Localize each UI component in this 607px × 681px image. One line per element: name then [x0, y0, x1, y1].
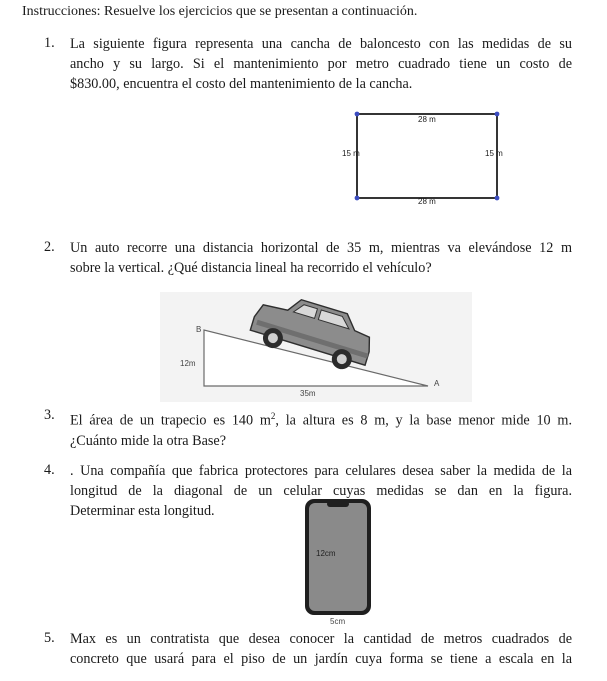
- court-corner-tl: [355, 112, 360, 117]
- exercise-4-number: 4.: [44, 462, 55, 478]
- exercise-4-line-1: . Una compañía que fabrica protectores para celulares desea saber la medida de la: [70, 463, 572, 479]
- exercise-2-number: 2.: [44, 239, 55, 255]
- exercise-4-line-2: longitud de la diagonal de un celular cuyas medidas se dan en la figura.: [70, 483, 572, 499]
- court-figure: [330, 108, 520, 216]
- court-top-label: 28 m: [418, 115, 436, 124]
- ramp-base-label: 35m: [300, 389, 316, 398]
- exercise-1-number: 1.: [44, 35, 55, 51]
- exercise-3-number: 3.: [44, 407, 55, 423]
- phone-height-label: 12cm: [316, 549, 336, 558]
- exercise-1-line-1: La siguiente figura representa una cancha de baloncesto con las medidas de su: [70, 36, 572, 52]
- exercise-5-text: [70, 629, 572, 669]
- exercise-3-line-1-sup: 2: [270, 411, 276, 421]
- phone-notch: [327, 501, 349, 507]
- exercise-1-line-3: $830.00, encuentra el costo del mantenimiento de la cancha.: [70, 76, 413, 92]
- ramp-height-label: 12m: [180, 359, 196, 368]
- exercise-2-line-1: Un auto recorre una distancia horizontal de 35 m, mientras va elevándose 12 m: [70, 240, 572, 256]
- exercise-2-line-2: sobre la vertical. ¿Qué distancia lineal ha recorrido el vehículo?: [70, 260, 432, 276]
- exercise-5-line-2: concreto que usará para el piso de un jardín cuya forma se tiene a escala en la: [70, 651, 572, 667]
- phone-width-label: 5cm: [330, 617, 346, 626]
- court-left-label: 15 m: [342, 149, 360, 158]
- exercise-3-line-1-part-a: El área de un trapecio es 140 m: [70, 412, 271, 429]
- phone-figure: [303, 497, 373, 627]
- exercise-4-line-3: Determinar esta longitud.: [70, 503, 215, 519]
- phone-diagram: [303, 497, 373, 617]
- ramp-point-a-label: A: [434, 379, 440, 388]
- exercise-1-text: [70, 34, 572, 94]
- exercise-1-line-2: ancho y su largo. Si el mantenimiento por metro cuadrado tiene un costo de: [70, 56, 572, 72]
- exercise-5-number: 5.: [44, 630, 55, 646]
- car-ramp-figure: [160, 292, 472, 402]
- court-right-label: 15 m: [485, 149, 503, 158]
- court-corner-br: [495, 196, 500, 201]
- court-corner-bl: [355, 196, 360, 201]
- car-ramp-diagram: [160, 292, 472, 402]
- court-corner-tr: [495, 112, 500, 117]
- ramp-point-b-label: B: [196, 325, 202, 334]
- exercise-3-line-1-part-b: , la altura es 8 m, y la base menor mide 10 m.: [275, 412, 572, 429]
- exercise-2-text: [70, 238, 572, 278]
- court-rectangle: [357, 114, 497, 198]
- exercise-3-line-2: ¿Cuánto mide la otra Base?: [70, 432, 227, 449]
- exercise-3-line-1: [70, 406, 572, 431]
- instructions-text: Instrucciones: Resuelve los ejercicios que se presentan a continuación.: [22, 4, 418, 19]
- exercise-5-line-1: Max es un contratista que desea conocer la cantidad de metros cuadrados de: [70, 631, 572, 647]
- court-bottom-label: 28 m: [418, 197, 436, 206]
- exercise-3-text: [70, 406, 572, 451]
